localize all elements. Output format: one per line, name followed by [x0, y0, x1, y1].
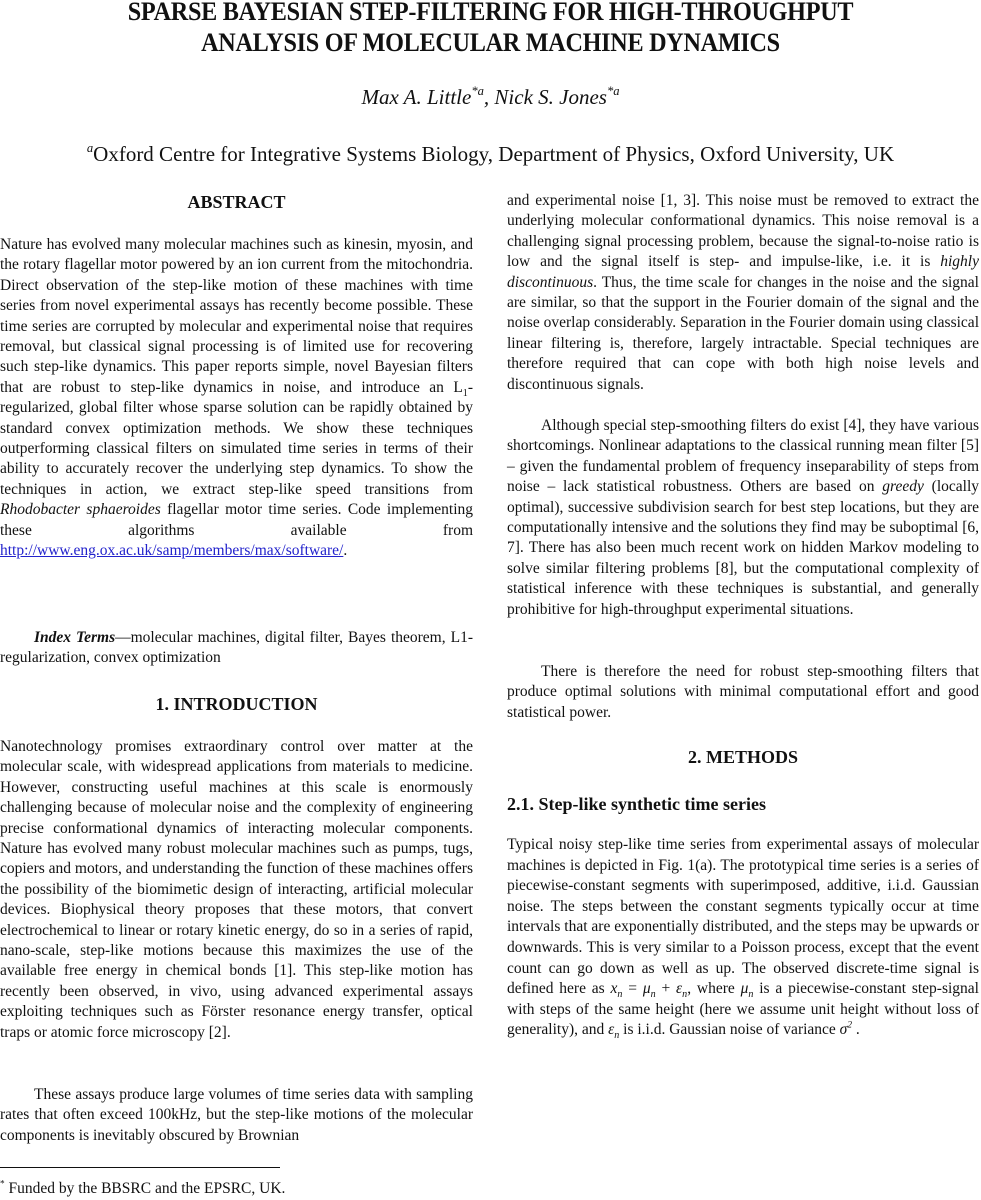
- abstract-text-part: flagellar motor time series. Code implementing these algorithms available from: [0, 501, 473, 539]
- index-terms-label: Index Terms: [34, 629, 116, 646]
- introduction-paragraph-4: There is therefore the need for robust step-smoothing filters that produce optimal solutions with minimal computational effort and good statistical power.: [507, 663, 979, 721]
- author-name: Max A. Little: [361, 85, 472, 109]
- paper-title: [34, 0, 946, 58]
- author-separator: ,: [483, 85, 495, 109]
- sigma-squared: $\sigma^2$: [839, 1020, 852, 1039]
- introduction-paragraph-2: These assays produce large volumes of time series data with sampling rates that often exceed 100kHz, but the step-like motions of the molecular components is inevitably obscured by Brownian: [0, 1086, 473, 1144]
- text-part: and experimental noise [1, 3]. This noise must be removed to extract the underlying molecular conformational dynamics. This noise removal is a challenging signal processing problem, because the signal-to-noise ratio is low and the signal itself is step- and impulse-like, i.e. it is: [507, 192, 979, 271]
- text-part: Typical noisy step-like time series from experimental assays of molecular machines is depicted in Fig. 1(a). The prototypical time series is a series of piecewise-constant segments with superimposed, additive, i.i.d. Gaussian noise. The steps between the constant segments typically occur at time intervals that are exponentially distributed, and the steps may be upwards or downwards. This is very similar to a Poisson process, except that the event count can go down as well as up. The observed discrete-time signal is defined here as: [507, 836, 979, 998]
- abstract-text: [0, 235, 473, 562]
- methods-heading: 2. METHODS: [687, 747, 798, 767]
- methods-paragraph: [507, 835, 979, 1041]
- punctuation: .: [851, 1021, 860, 1039]
- mu-symbol: $\mu_n$: [740, 980, 754, 1001]
- text-part: , where: [687, 980, 741, 998]
- epsilon-symbol: $\varepsilon_n$: [608, 1021, 620, 1042]
- footnote-mark: *: [0, 1179, 5, 1190]
- species-name: Rhodobacter sphaeroides: [0, 501, 161, 519]
- author-marks: *a: [606, 84, 620, 99]
- abstract-text-part: -regularized, global filter whose sparse solution can be rapidly obtained by standard convex optimization methods. We show these techniques outperforming classical filters on simulated time series in terms of their ability to accurately recover the underlying step dynamics. To show the techniques in action, we extract step-like speed transitions from: [0, 378, 473, 498]
- emphasis: highly discontinuous: [507, 253, 979, 291]
- methods-subheading: 2.1. Step-like synthetic time series: [507, 794, 766, 814]
- introduction-paragraph-2-continued: [507, 191, 979, 395]
- text-part: . Thus, the time scale for changes in the noise and the signal are similar, so that the support in the Fourier domain of the signal and the noise overlap considerably. Separation in the Fourier domain using classical linear filtering is, therefore, largely intractable. Special techniques are therefore required that can cope with both high noise levels and discontinuous signals.: [507, 273, 979, 393]
- affiliation-mark: a: [86, 141, 94, 156]
- title-line-1: SPARSE BAYESIAN STEP-FILTERING FOR HIGH-THROUGHPUT: [127, 0, 854, 26]
- text-part: (locally optimal), successive subdivision search for best step locations, but they are computationally intensive and the solutions they find may be suboptimal [6, 7]. There has also been much recent work on hidden Markov modeling to solve similar filtering problems [8], but the computational complexity of statistical inference with these techniques is substantial, and generally prohibitive for high-throughput experimental situations.: [507, 478, 980, 618]
- text-part: is i.i.d. Gaussian noise of variance: [619, 1021, 840, 1039]
- text-part: Although special step-smoothing filters do exist [4], they have various shortcomings. Nonlinear adaptations to the classical running mean filter [5] – given the fundamental problem of frequency inseparability of steps from noise – lack statistical robustness. Others are based on: [507, 417, 979, 496]
- footnote: [0, 1180, 285, 1198]
- index-terms: [0, 628, 473, 669]
- author-marks: *a: [471, 84, 484, 99]
- equation: $x_n = \mu_n + \varepsilon_n$: [610, 980, 688, 1001]
- abstract-heading: ABSTRACT: [187, 192, 286, 212]
- introduction-paragraph-3: [507, 416, 979, 620]
- index-terms-text: molecular machines, digital filter, Bayes theorem, L1-regularization, convex optimization: [0, 629, 474, 667]
- footnote-text: Funded by the BBSRC and the EPSRC, UK.: [4, 1180, 286, 1197]
- affiliation-text: Oxford Centre for Integrative Systems Biology, Department of Physics, Oxford University, UK: [93, 142, 895, 166]
- affiliation: [0, 141, 981, 167]
- emphasis: greedy: [882, 478, 924, 496]
- title-line-2: ANALYSIS OF MOLECULAR MACHINE DYNAMICS: [201, 28, 780, 57]
- abstract-text-part: Nature has evolved many molecular machines such as kinesin, myosin, and the rotary flagellar motor powered by an ion current from the mitochondria. Direct observation of the step-like motion of these machines with time series from novel experimental assays has recently become possible. These time series are corrupted by molecular and experimental noise that requires removal, but classical signal processing is of limited use for recovering such step-like dynamics. This paper reports simple, novel Bayesian filters that are robust to step-like dynamics in noise, and introduce an L: [0, 236, 473, 396]
- introduction-paragraph-1: Nanotechnology promises extraordinary control over matter at the molecular scale, with widespread applications from materials to medicine. However, constructing useful machines at this scale is enormously challenging because of molecular noise and the complexity of engineering precise conformational dynamics of interacting molecular components. Nature has evolved many robust molecular machines such as pumps, tugs, copiers and motors, and understanding the function of these machines offers the possibility of the biomimetic design of interacting, artificial molecular devices. Biophysical theory proposes that these motors, that convert electrochemical to linear or rotary kinetic energy, do so in a series of rapid, nano-scale, step-like motions because this maximizes the use of the available free energy in chemical bonds [1]. This step-like motion has recently been observed, in vivo, using advanced experimental assays exploiting techniques such as Förster resonance energy transfer, optical traps or atomic force microscopy [2].: [0, 738, 473, 1041]
- introduction-heading: 1. INTRODUCTION: [155, 694, 318, 714]
- software-link[interactable]: http://www.eng.ox.ac.uk/samp/members/max/software/: [0, 542, 344, 560]
- punctuation: .: [343, 542, 348, 560]
- footnote-divider: [0, 1167, 280, 1168]
- em-dash: —: [115, 629, 131, 646]
- subscript: 1: [462, 387, 468, 399]
- text-part: is a piecewise-constant step-signal with steps of the same height (here we assume unit height without loss of generality), and: [507, 980, 979, 1039]
- author-list: [0, 84, 981, 110]
- author-name: Nick S. Jones: [494, 85, 607, 109]
